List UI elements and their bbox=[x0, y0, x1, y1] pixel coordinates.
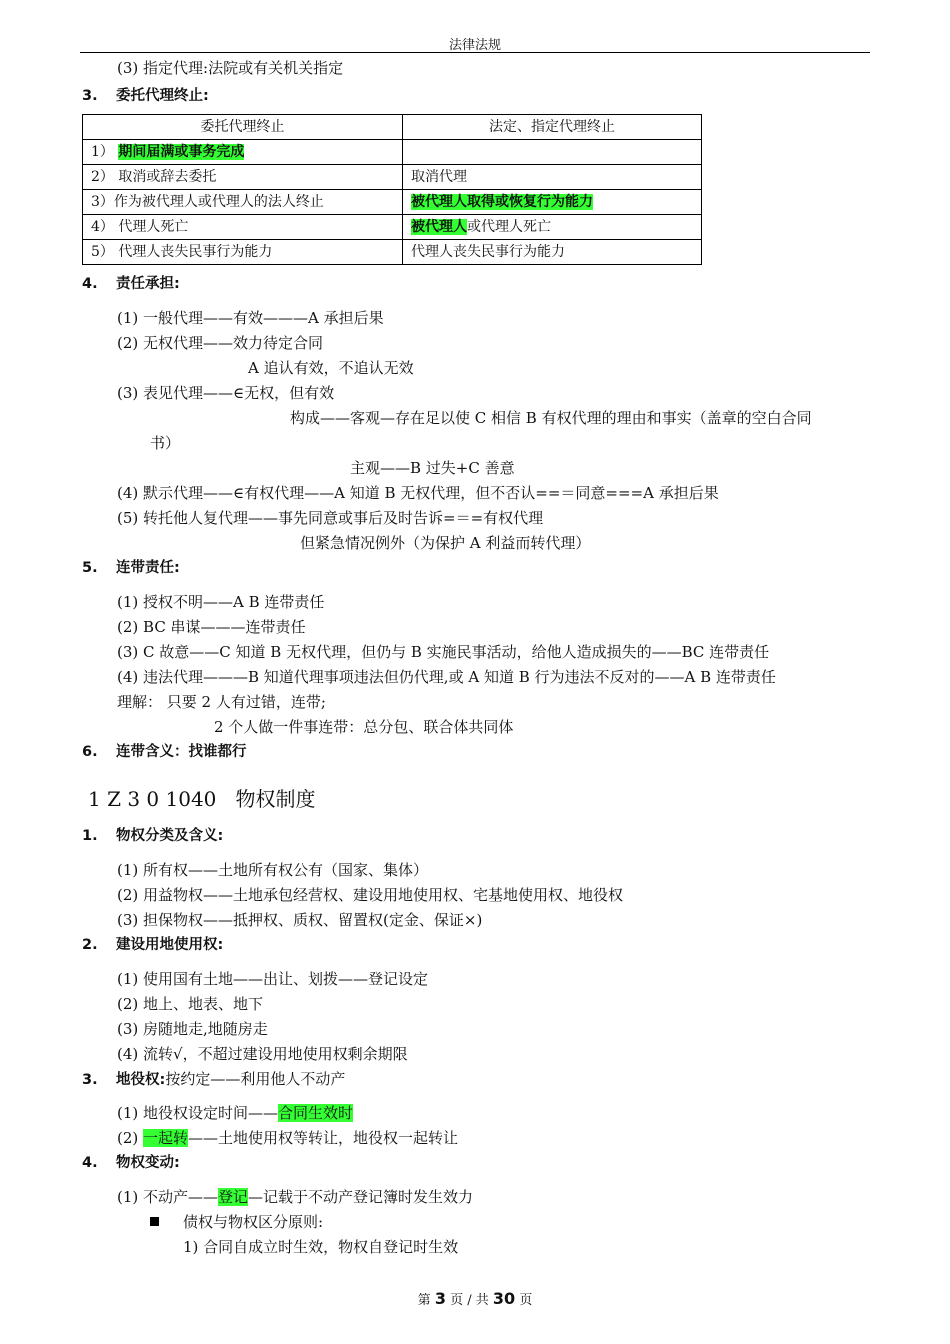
chapter-name: 物权制度 bbox=[235, 787, 316, 811]
table-cell bbox=[83, 240, 403, 265]
heading-p1 bbox=[82, 826, 223, 846]
table-row bbox=[83, 165, 702, 190]
heading-6 bbox=[82, 742, 247, 762]
header-title: 法律法规 bbox=[448, 38, 501, 53]
list-item: 主观——B 过失+C 善意 bbox=[350, 459, 515, 477]
table-cell bbox=[83, 140, 403, 165]
heading-number: 4. bbox=[82, 1155, 98, 1171]
table-cell bbox=[83, 165, 403, 190]
table-row bbox=[83, 215, 702, 240]
list-item: 但紧急情况例外（为保护 A 利益而转代理） bbox=[300, 534, 591, 552]
list-item: (2) 用益物权——土地承包经营权、建设用地使用权、宅基地使用权、地役权 bbox=[117, 886, 624, 904]
heading-4 bbox=[82, 274, 180, 294]
highlight-text: 期间届满或事务完成 bbox=[118, 144, 245, 160]
heading-p4 bbox=[82, 1153, 180, 1173]
heading-3 bbox=[82, 86, 209, 106]
footer-text: 第 bbox=[417, 1293, 431, 1308]
table-cell bbox=[403, 215, 702, 240]
heading-label bbox=[82, 1072, 165, 1088]
heading-text: 物权分类及含义: bbox=[116, 828, 224, 844]
item-text: (1) 不动产—— bbox=[117, 1188, 219, 1206]
item-text: (2) bbox=[117, 1129, 144, 1147]
highlight-text: 被代理人取得或恢复行为能力 bbox=[411, 194, 593, 210]
list-item: (2) BC 串谋———连带责任 bbox=[117, 618, 306, 636]
list-item: (1) 授权不明——A B 连带责任 bbox=[117, 593, 325, 611]
heading-text: 委托代理终止: bbox=[116, 88, 209, 104]
list-item: (3) 房随地走,地随房走 bbox=[117, 1020, 268, 1038]
table-cell bbox=[403, 165, 702, 190]
list-item: 2 个人做一件事连带：总分包、联合体共同体 bbox=[214, 718, 514, 736]
list-item bbox=[117, 1103, 353, 1123]
list-item bbox=[117, 1128, 458, 1148]
heading-text: 地役权: bbox=[116, 1072, 166, 1088]
list-item: 理解： 只要 2 人有过错，连带; bbox=[117, 693, 326, 711]
cell-text: 或代理人死亡 bbox=[467, 219, 551, 235]
list-item: 构成——客观—存在足以使 C 相信 B 有权代理的理由和事实（盖章的空白合同 bbox=[290, 409, 812, 427]
cell-text: 取消代理 bbox=[411, 169, 467, 185]
table-row bbox=[83, 140, 702, 165]
heading-number: 6. bbox=[82, 744, 98, 760]
heading-text: 责任承担: bbox=[116, 276, 180, 292]
heading-text: 连带责任: bbox=[116, 560, 180, 576]
list-item: A 追认有效，不追认无效 bbox=[248, 359, 414, 377]
footer-text: 页 / 共 bbox=[450, 1293, 489, 1308]
heading-text: 连带含义：找谁都行 bbox=[116, 744, 247, 760]
list-item: (3) 担保物权——抵押权、质权、留置权(定金、保证×) bbox=[117, 911, 483, 929]
list-item: (1) 所有权——土地所有权公有（国家、集体） bbox=[117, 861, 429, 879]
table-header-row bbox=[83, 115, 702, 140]
heading-p2 bbox=[82, 935, 223, 955]
list-item: (3) C 故意——C 知道 B 无权代理，但仍与 B 实施民事活动，给他人造成损失的——BC 连带责任 bbox=[117, 643, 770, 661]
item-text: ——土地使用权等转让，地役权一起转让 bbox=[188, 1129, 459, 1147]
list-item: (1) 使用国有土地——出让、划拨——登记设定 bbox=[117, 970, 429, 988]
cell-text: 代理人丧失民事行为能力 bbox=[118, 244, 273, 260]
chapter-title bbox=[88, 786, 315, 812]
list-item: (5) 转托他人复代理——事先同意或事后及时告诉=＝=有权代理 bbox=[117, 509, 544, 527]
list-item: (3) 表见代理——∈无权，但有效 bbox=[117, 384, 335, 402]
list-item: (2) 地上、地表、地下 bbox=[117, 995, 264, 1013]
heading-number: 4. bbox=[82, 276, 98, 292]
table-header-cell: 委托代理终止 bbox=[83, 115, 403, 140]
cell-text: 代理人丧失民事行为能力 bbox=[411, 244, 565, 260]
header-rule bbox=[80, 52, 870, 53]
row-prefix: 1） bbox=[91, 144, 114, 160]
cell-text: 代理人死亡 bbox=[118, 219, 189, 235]
table-cell bbox=[403, 140, 702, 165]
list-item: (2) 无权代理——效力待定合同 bbox=[117, 334, 324, 352]
item-text: —记载于不动产登记簿时发生效力 bbox=[248, 1188, 474, 1206]
item-text: (1) 地役权设定时间—— bbox=[117, 1104, 279, 1122]
heading-p3 bbox=[82, 1069, 345, 1090]
heading-number: 5. bbox=[82, 560, 98, 576]
cell-text: 取消或辞去委托 bbox=[118, 169, 217, 185]
highlight-text: 被代理人 bbox=[411, 219, 467, 235]
heading-text: 物权变动: bbox=[116, 1155, 180, 1171]
table-cell bbox=[403, 190, 702, 215]
highlight-text: 一起转 bbox=[143, 1129, 189, 1147]
list-item: (1) 一般代理——有效———A 承担后果 bbox=[117, 309, 384, 327]
sub-list-item: 1) 合同自成立时生效，物权自登记时生效 bbox=[183, 1238, 459, 1256]
list-item: (4) 默示代理——∈有权代理——A 知道 B 无权代理，但不否认==＝同意===A 承担后果 bbox=[117, 484, 719, 502]
page-number: 3 bbox=[434, 1289, 446, 1308]
table-cell bbox=[83, 215, 403, 240]
heading-rest: 按约定——利用他人不动产 bbox=[165, 1070, 346, 1088]
list-item: (4) 违法代理———B 知道代理事项违法但仍代理,或 A 知道 B 行为违法不反对的——A B 连带责任 bbox=[117, 668, 776, 686]
heading-text: 建设用地使用权: bbox=[116, 937, 224, 953]
row-prefix: 2） bbox=[91, 169, 119, 185]
row-prefix: 4） bbox=[91, 219, 119, 235]
bullet-item bbox=[150, 1212, 323, 1232]
bullet-text: 债权与物权区分原则: bbox=[183, 1213, 324, 1231]
heading-5 bbox=[82, 558, 180, 578]
table-cell bbox=[403, 240, 702, 265]
heading-number: 1. bbox=[82, 828, 98, 844]
top-line: (3) 指定代理:法院或有关机关指定 bbox=[117, 59, 344, 77]
row-prefix: 3） bbox=[91, 194, 114, 210]
heading-number: 3. bbox=[82, 88, 98, 104]
square-bullet-icon bbox=[150, 1217, 159, 1226]
highlight-text: 合同生效时 bbox=[278, 1104, 354, 1122]
heading-number: 3. bbox=[82, 1072, 98, 1088]
list-item bbox=[117, 1187, 473, 1207]
footer-text: 页 bbox=[519, 1293, 533, 1308]
highlight-text: 登记 bbox=[218, 1188, 249, 1206]
total-pages: 30 bbox=[492, 1289, 516, 1308]
list-item: 书） bbox=[150, 434, 181, 452]
table-header-cell: 法定、指定代理终止 bbox=[403, 115, 702, 140]
agency-termination-table bbox=[82, 114, 702, 265]
cell-text: 作为被代理人或代理人的法人终止 bbox=[113, 194, 324, 210]
table-row bbox=[83, 240, 702, 265]
table-row bbox=[83, 190, 702, 215]
heading-number: 2. bbox=[82, 937, 98, 953]
table-cell bbox=[83, 190, 403, 215]
page-footer bbox=[0, 1289, 950, 1311]
row-prefix: 5） bbox=[91, 244, 119, 260]
list-item: (4) 流转√，不超过建设用地使用权剩余期限 bbox=[117, 1045, 408, 1063]
chapter-code: 1 Z 3 0 1040 bbox=[88, 787, 217, 811]
